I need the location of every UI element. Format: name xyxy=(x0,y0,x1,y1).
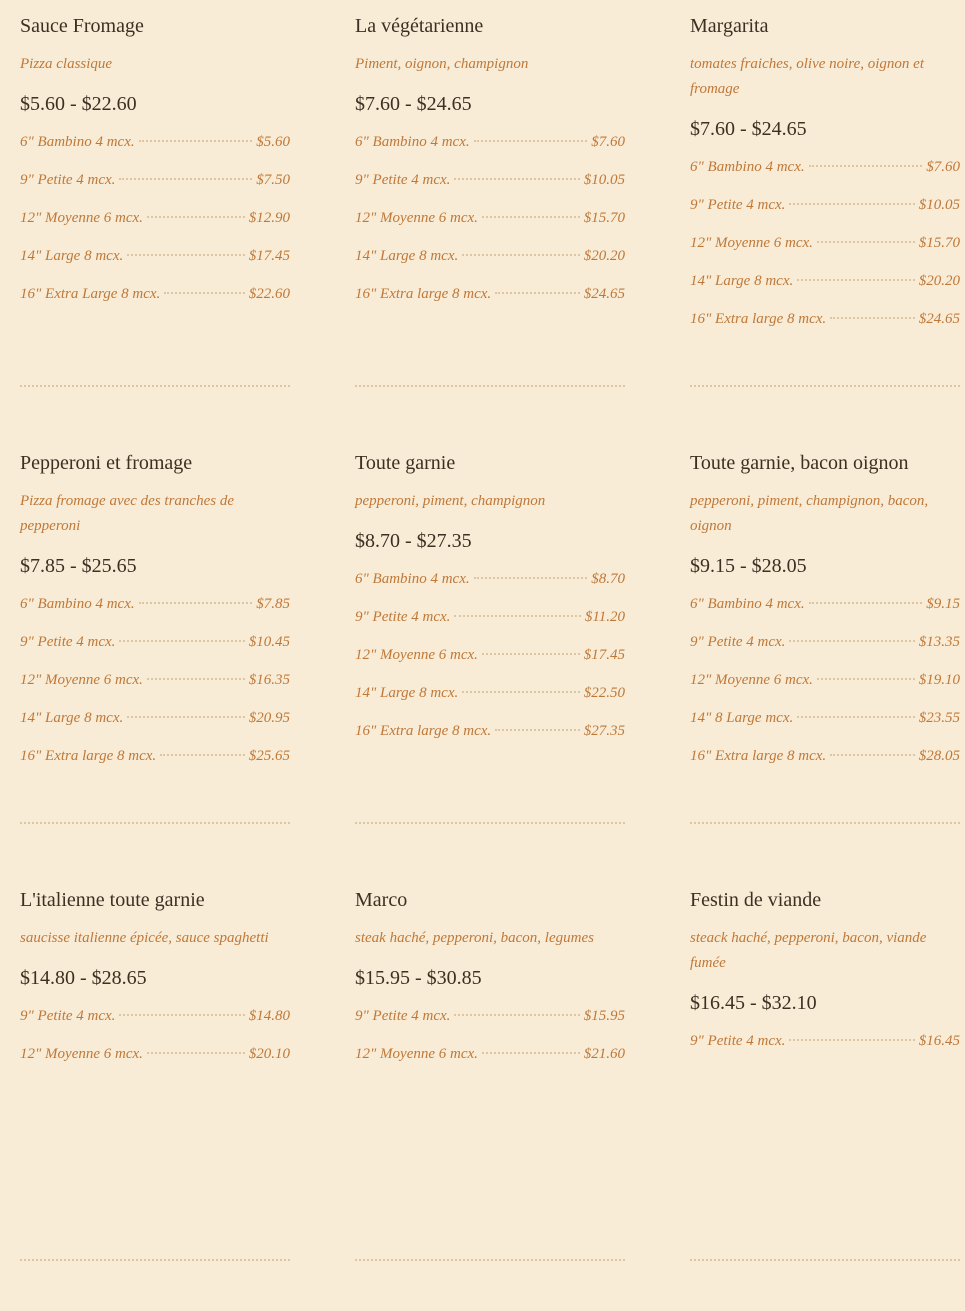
pizza-name: Marco xyxy=(355,889,408,911)
pizza-name: Toute garnie, bacon oignon xyxy=(690,452,909,474)
size-option-row xyxy=(355,645,625,683)
size-label: 12" Moyenne 6 mcx. xyxy=(20,1046,143,1062)
size-price: $27.35 xyxy=(583,723,625,739)
dotted-leader xyxy=(789,1039,914,1041)
pizza-card xyxy=(690,874,960,1311)
size-list xyxy=(355,569,625,759)
size-price: $7.60 xyxy=(926,159,960,175)
size-option-row xyxy=(690,195,960,233)
size-label: 12" Moyenne 6 mcx. xyxy=(690,672,813,688)
size-label: 9" Petite 4 mcx. xyxy=(20,1008,116,1024)
pizza-description: steack haché, pepperoni, bacon, viande fumée xyxy=(690,930,927,971)
dotted-separator xyxy=(355,1259,625,1261)
size-price: $17.45 xyxy=(583,647,625,663)
size-price: $17.45 xyxy=(248,248,290,264)
dotted-leader xyxy=(817,241,915,243)
price-range: $7.60 - $24.65 xyxy=(355,93,472,115)
size-price: $7.50 xyxy=(256,172,290,188)
size-price: $5.60 xyxy=(256,134,290,150)
size-label: 16" Extra large 8 mcx. xyxy=(20,748,157,764)
pizza-description: saucisse italienne épicée, sauce spaghetti xyxy=(20,930,269,946)
size-option-row xyxy=(355,208,625,246)
pizza-name: Festin de viande xyxy=(690,889,822,911)
size-price: $24.65 xyxy=(918,311,960,327)
size-option-row xyxy=(355,170,625,208)
dotted-leader xyxy=(454,1014,579,1016)
size-price: $20.20 xyxy=(918,273,960,289)
pizza-description: tomates fraiches, olive noire, oignon et fromage xyxy=(690,56,924,97)
size-label: 12" Moyenne 6 mcx. xyxy=(690,235,813,251)
size-label: 6" Bambino 4 mcx. xyxy=(690,596,805,612)
size-price: $25.65 xyxy=(248,748,290,764)
dotted-leader xyxy=(482,1052,580,1054)
dotted-leader xyxy=(454,615,580,617)
dotted-leader xyxy=(139,140,253,142)
size-option-row xyxy=(355,1044,625,1082)
dotted-leader xyxy=(119,178,252,180)
size-label: 9" Petite 4 mcx. xyxy=(355,172,451,188)
dotted-leader xyxy=(789,203,914,205)
dotted-leader xyxy=(789,640,914,642)
size-price: $15.95 xyxy=(583,1008,625,1024)
dotted-separator xyxy=(20,385,290,387)
size-price: $16.35 xyxy=(248,672,290,688)
size-list xyxy=(355,1006,625,1082)
price-range: $7.85 - $25.65 xyxy=(20,555,137,577)
size-label: 6" Bambino 4 mcx. xyxy=(690,159,805,175)
size-price: $7.60 xyxy=(591,134,625,150)
size-option-row xyxy=(355,569,625,607)
pizza-description: Pizza classique xyxy=(20,56,113,72)
size-label: 6" Bambino 4 mcx. xyxy=(355,134,470,150)
size-label: 16" Extra Large 8 mcx. xyxy=(20,286,161,302)
dotted-separator xyxy=(690,1259,960,1261)
size-list xyxy=(690,157,960,347)
dotted-leader xyxy=(495,292,580,294)
size-option-row xyxy=(355,284,625,322)
size-label: 9" Petite 4 mcx. xyxy=(690,634,786,650)
pizza-name: L'italienne toute garnie xyxy=(20,889,205,911)
dotted-separator xyxy=(20,822,290,824)
size-list xyxy=(355,132,625,322)
dotted-separator xyxy=(690,822,960,824)
dotted-leader xyxy=(127,716,245,718)
size-option-row xyxy=(690,708,960,746)
size-label: 6" Bambino 4 mcx. xyxy=(355,571,470,587)
size-option-row xyxy=(20,170,290,208)
size-price: $21.60 xyxy=(583,1046,625,1062)
size-option-row xyxy=(690,271,960,309)
size-option-row xyxy=(20,246,290,284)
pizza-card xyxy=(690,437,960,874)
size-option-row xyxy=(20,594,290,632)
pizza-card xyxy=(690,0,960,437)
size-option-row xyxy=(20,632,290,670)
size-label: 6" Bambino 4 mcx. xyxy=(20,596,135,612)
dotted-leader xyxy=(160,754,245,756)
pizza-card xyxy=(355,0,625,437)
size-price: $14.80 xyxy=(248,1008,290,1024)
price-range: $14.80 - $28.65 xyxy=(20,967,147,989)
size-label: 12" Moyenne 6 mcx. xyxy=(20,210,143,226)
size-option-row xyxy=(20,1006,290,1044)
size-price: $20.20 xyxy=(583,248,625,264)
dotted-separator xyxy=(20,1259,290,1261)
pizza-card xyxy=(355,437,625,874)
dotted-leader xyxy=(474,577,588,579)
size-list xyxy=(20,1006,290,1082)
size-list xyxy=(20,594,290,784)
dotted-separator xyxy=(690,385,960,387)
size-option-row xyxy=(690,1031,960,1069)
size-label: 9" Petite 4 mcx. xyxy=(20,172,116,188)
size-price: $22.50 xyxy=(583,685,625,701)
size-price: $20.95 xyxy=(248,710,290,726)
size-option-row xyxy=(690,233,960,271)
pizza-card xyxy=(355,874,625,1311)
size-price: $10.05 xyxy=(583,172,625,188)
size-price: $15.70 xyxy=(583,210,625,226)
pizza-description: pepperoni, piment, champignon, bacon, oignon xyxy=(690,493,929,534)
size-option-row xyxy=(355,721,625,759)
pizza-name: La végétarienne xyxy=(355,15,484,37)
pizza-description: pepperoni, piment, champignon xyxy=(355,493,546,509)
dotted-leader xyxy=(830,317,915,319)
dotted-separator xyxy=(355,385,625,387)
size-price: $24.65 xyxy=(583,286,625,302)
size-label: 12" Moyenne 6 mcx. xyxy=(355,1046,478,1062)
size-list xyxy=(690,594,960,784)
size-option-row xyxy=(20,208,290,246)
dotted-leader xyxy=(809,602,923,604)
size-price: $15.70 xyxy=(918,235,960,251)
dotted-leader xyxy=(454,178,579,180)
size-price: $20.10 xyxy=(248,1046,290,1062)
pizza-card xyxy=(20,0,290,437)
dotted-leader xyxy=(119,640,244,642)
size-price: $12.90 xyxy=(248,210,290,226)
size-option-row xyxy=(355,132,625,170)
dotted-leader xyxy=(482,653,580,655)
pizza-card xyxy=(20,437,290,874)
size-option-row xyxy=(20,670,290,708)
dotted-leader xyxy=(482,216,580,218)
dotted-leader xyxy=(147,216,245,218)
size-option-row xyxy=(355,607,625,645)
size-label: 14" Large 8 mcx. xyxy=(355,248,459,264)
size-list xyxy=(20,132,290,322)
dotted-leader xyxy=(474,140,588,142)
size-label: 16" Extra large 8 mcx. xyxy=(355,286,492,302)
size-label: 14" Large 8 mcx. xyxy=(355,685,459,701)
dotted-leader xyxy=(139,602,253,604)
size-price: $8.70 xyxy=(591,571,625,587)
size-option-row xyxy=(690,746,960,784)
size-label: 6" Bambino 4 mcx. xyxy=(20,134,135,150)
size-option-row xyxy=(20,132,290,170)
size-price: $10.45 xyxy=(248,634,290,650)
dotted-leader xyxy=(809,165,923,167)
size-price: $10.05 xyxy=(918,197,960,213)
dotted-leader xyxy=(462,691,580,693)
pizza-description: steak haché, pepperoni, bacon, legumes xyxy=(355,930,594,946)
size-option-row xyxy=(355,246,625,284)
dotted-leader xyxy=(797,279,915,281)
size-label: 9" Petite 4 mcx. xyxy=(690,197,786,213)
pizza-description: Piment, oignon, champignon xyxy=(355,56,529,72)
dotted-leader xyxy=(495,729,580,731)
dotted-leader xyxy=(147,1052,245,1054)
size-price: $19.10 xyxy=(918,672,960,688)
dotted-leader xyxy=(462,254,580,256)
pizza-name: Pepperoni et fromage xyxy=(20,452,193,474)
size-price: $28.05 xyxy=(918,748,960,764)
size-option-row xyxy=(690,309,960,347)
size-label: 16" Extra large 8 mcx. xyxy=(690,311,827,327)
price-range: $8.70 - $27.35 xyxy=(355,530,472,552)
dotted-separator xyxy=(355,822,625,824)
size-option-row xyxy=(355,1006,625,1044)
size-price: $22.60 xyxy=(248,286,290,302)
size-label: 14" 8 Large mcx. xyxy=(690,710,794,726)
dotted-leader xyxy=(127,254,245,256)
size-price: $9.15 xyxy=(926,596,960,612)
size-option-row xyxy=(690,670,960,708)
size-option-row xyxy=(690,594,960,632)
dotted-leader xyxy=(830,754,915,756)
size-label: 12" Moyenne 6 mcx. xyxy=(355,647,478,663)
price-range: $7.60 - $24.65 xyxy=(690,118,807,140)
size-option-row xyxy=(20,284,290,322)
dotted-leader xyxy=(817,678,915,680)
size-label: 12" Moyenne 6 mcx. xyxy=(20,672,143,688)
price-range: $15.95 - $30.85 xyxy=(355,967,482,989)
size-price: $7.85 xyxy=(256,596,290,612)
size-label: 9" Petite 4 mcx. xyxy=(355,609,451,625)
pizza-name: Sauce Fromage xyxy=(20,15,144,37)
size-label: 14" Large 8 mcx. xyxy=(20,710,124,726)
price-range: $16.45 - $32.10 xyxy=(690,992,817,1014)
size-option-row xyxy=(355,683,625,721)
price-range: $9.15 - $28.05 xyxy=(690,555,807,577)
size-label: 9" Petite 4 mcx. xyxy=(355,1008,451,1024)
size-price: $11.20 xyxy=(584,609,625,625)
pizza-name: Toute garnie xyxy=(355,452,456,474)
size-label: 16" Extra large 8 mcx. xyxy=(690,748,827,764)
size-option-row xyxy=(20,708,290,746)
size-price: $13.35 xyxy=(918,634,960,650)
size-label: 9" Petite 4 mcx. xyxy=(20,634,116,650)
size-price: $23.55 xyxy=(918,710,960,726)
size-label: 16" Extra large 8 mcx. xyxy=(355,723,492,739)
size-label: 12" Moyenne 6 mcx. xyxy=(355,210,478,226)
size-price: $16.45 xyxy=(918,1033,960,1049)
dotted-leader xyxy=(119,1014,244,1016)
size-label: 9" Petite 4 mcx. xyxy=(690,1033,786,1049)
pizza-card xyxy=(20,874,290,1311)
size-label: 14" Large 8 mcx. xyxy=(690,273,794,289)
size-list xyxy=(690,1031,960,1069)
pizza-description: Pizza fromage avec des tranches de pepperoni xyxy=(20,493,234,534)
size-option-row xyxy=(690,632,960,670)
size-label: 14" Large 8 mcx. xyxy=(20,248,124,264)
size-option-row xyxy=(20,1044,290,1082)
pizza-name: Margarita xyxy=(690,15,769,37)
dotted-leader xyxy=(164,292,244,294)
price-range: $5.60 - $22.60 xyxy=(20,93,137,115)
dotted-leader xyxy=(147,678,245,680)
size-option-row xyxy=(20,746,290,784)
size-option-row xyxy=(690,157,960,195)
dotted-leader xyxy=(797,716,915,718)
